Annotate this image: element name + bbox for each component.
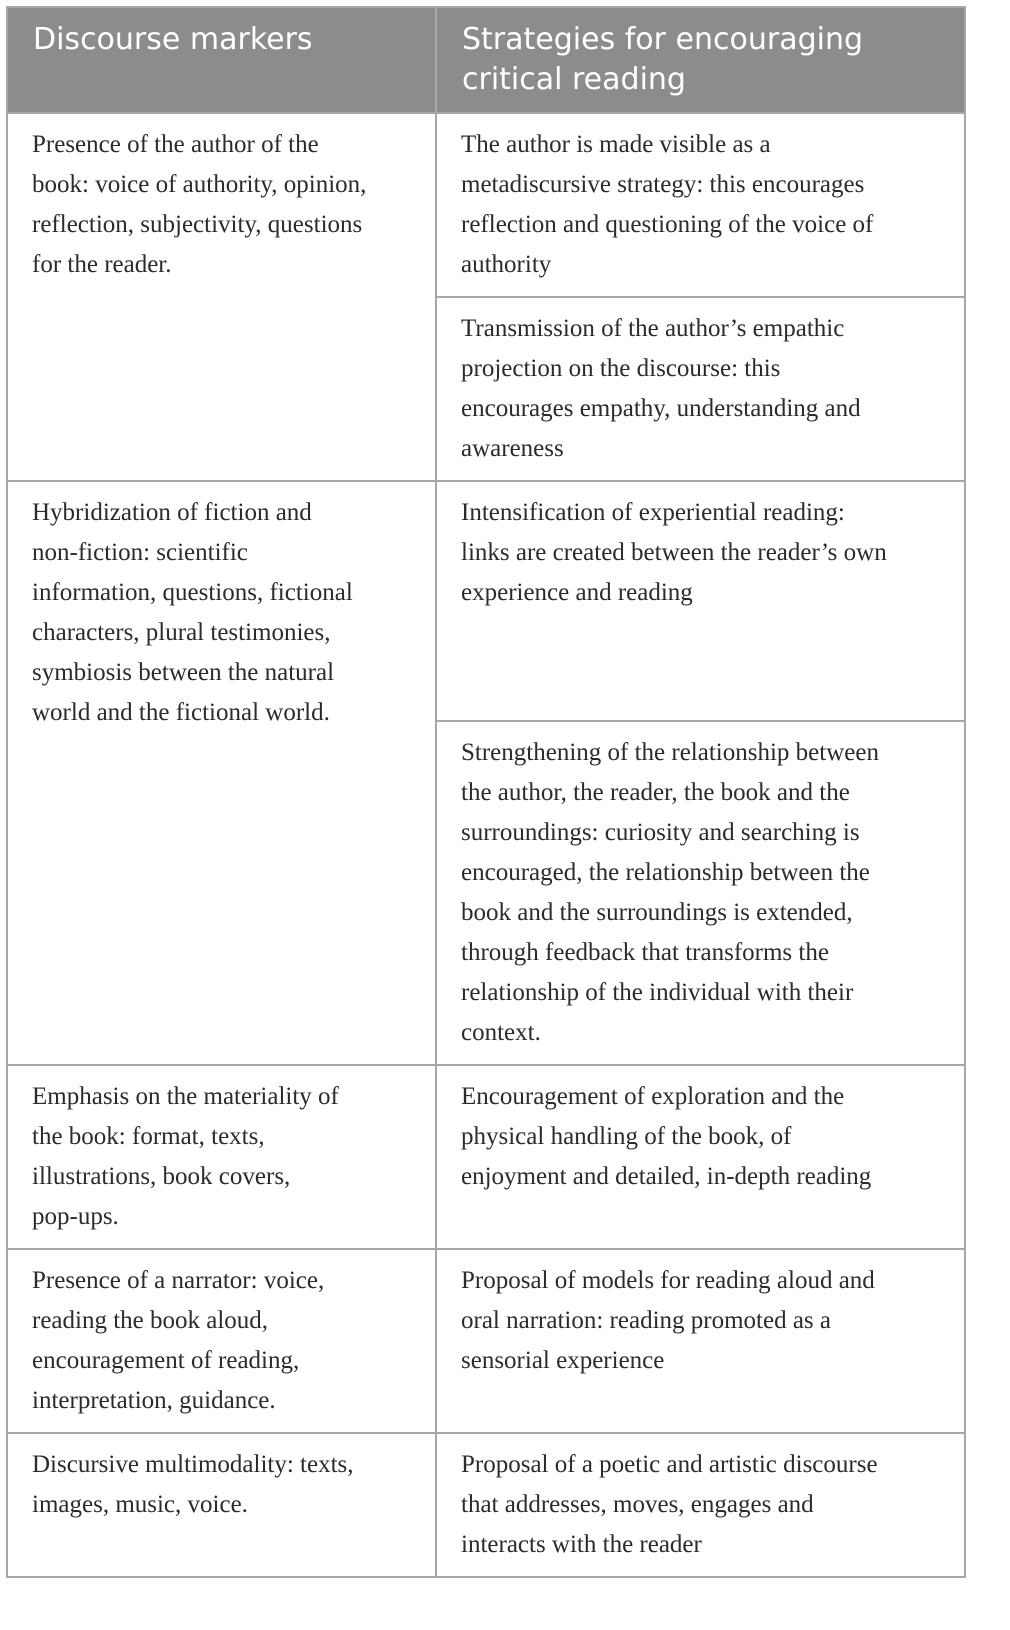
marker-cell: Presence of the author of the book: voice of authority, opinion, reflection, subjectivity, questions for the reader. bbox=[7, 113, 436, 481]
table-row bbox=[7, 1249, 965, 1433]
discourse-table bbox=[6, 6, 966, 1578]
marker-cell: Hybridization of fiction and non-fiction: scientific information, questions, fictional characters, plural testimonies, symbiosis between the natural world and the fictional world. bbox=[7, 481, 436, 1065]
strategy-cell: Proposal of a poetic and artistic discourse that addresses, moves, engages and interacts with the reader bbox=[436, 1433, 965, 1577]
marker-cell: Presence of a narrator: voice, reading the book aloud, encouragement of reading, interpretation, guidance. bbox=[7, 1249, 436, 1433]
marker-cell: Discursive multimodality: texts, images, music, voice. bbox=[7, 1433, 436, 1577]
table-row bbox=[7, 1433, 965, 1577]
table-row bbox=[7, 481, 965, 721]
header-strategies: Strategies for encouraging critical reading bbox=[436, 7, 965, 113]
strategy-cell: Proposal of models for reading aloud and oral narration: reading promoted as a sensorial experience bbox=[436, 1249, 965, 1433]
table-row bbox=[7, 1065, 965, 1249]
marker-cell: Emphasis on the materiality of the book: format, texts, illustrations, book covers, pop-ups. bbox=[7, 1065, 436, 1249]
strategy-cell: Encouragement of exploration and the physical handling of the book, of enjoyment and detailed, in-depth reading bbox=[436, 1065, 965, 1249]
header-discourse-markers: Discourse markers bbox=[7, 7, 436, 113]
strategy-cell: Strengthening of the relationship between the author, the reader, the book and the surroundings: curiosity and searching is encouraged, the relationship between the book and the surroundings is extended, through feedback that transforms the relationship of the individual with their context. bbox=[436, 721, 965, 1065]
strategy-cell: Transmission of the author’s empathic projection on the discourse: this encourages empathy, understanding and awareness bbox=[436, 297, 965, 481]
header-row bbox=[7, 7, 965, 113]
table-row bbox=[7, 113, 965, 297]
strategy-cell: The author is made visible as a metadiscursive strategy: this encourages reflection and questioning of the voice of authority bbox=[436, 113, 965, 297]
strategy-cell: Intensification of experiential reading: links are created between the reader’s own experience and reading bbox=[436, 481, 965, 721]
